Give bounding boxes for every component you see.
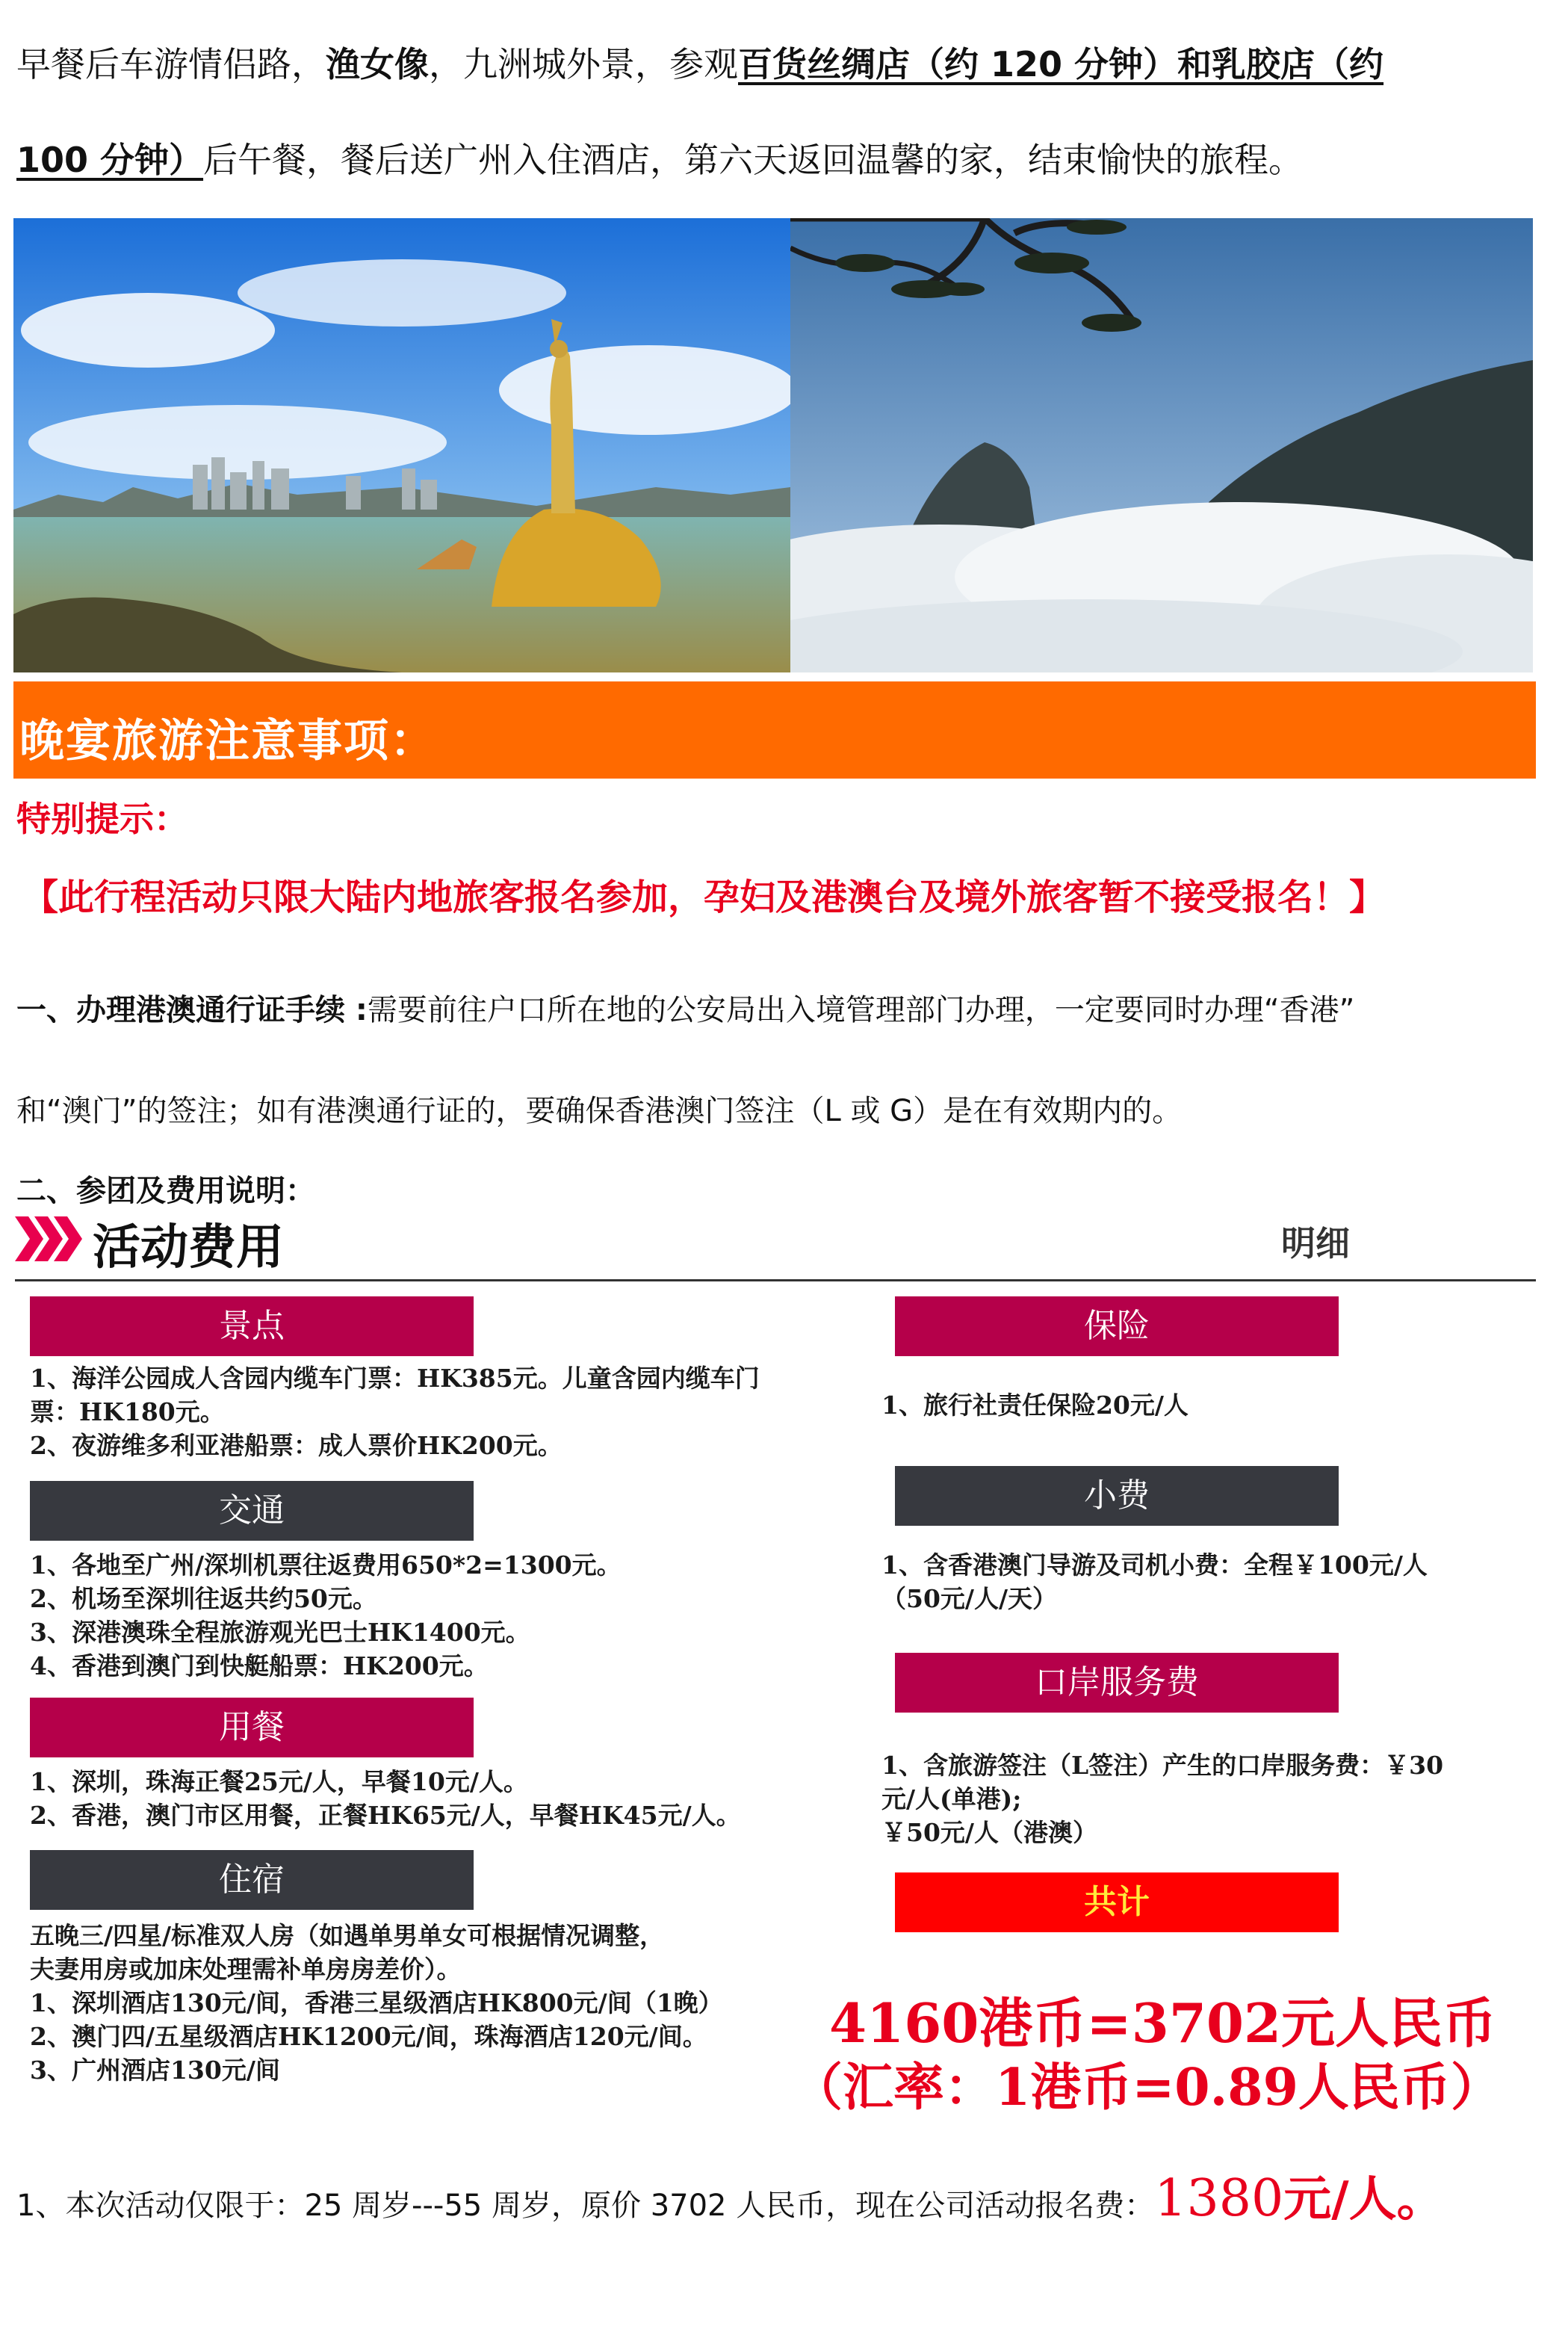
list-item: 2、夜游维多利亚港船票：成人票价HK200元。: [30, 1431, 563, 1460]
footer-text: 1、本次活动仅限于：25 周岁---55 周岁，原价 3702 人民币，现在公司活动报名费：: [16, 2189, 1155, 2223]
section-bar-tips: 小费: [895, 1466, 1339, 1526]
section-bar-insurance: 保险: [895, 1296, 1339, 1356]
footer-unit: 元/人。: [1283, 2172, 1445, 2227]
list-item: 1、海洋公园成人含园内缆车门票：HK385元。儿童含园内缆车门: [30, 1364, 760, 1393]
tips-list: [881, 1548, 1428, 1615]
list-item: 4、香港到澳门到快艇船票：HK200元。: [30, 1651, 489, 1680]
total-amount: 4160港币=3702元人民币: [829, 1991, 1497, 2055]
list-item: 1、含旅游签注（L签注）产生的口岸服务费：￥30: [881, 1751, 1444, 1780]
list-item: 1、深圳酒店130元/间，香港三星级酒店HK800元/间（1晚）: [30, 1988, 723, 2017]
intro-paragraph: [16, 16, 1555, 208]
attractions-list: [30, 1361, 760, 1462]
list-item: ￥50元/人（港澳）: [881, 1818, 1097, 1847]
list-item: （50元/人/天）: [881, 1584, 1058, 1613]
footer-price: 1380: [1154, 2169, 1284, 2228]
list-item: 1、旅行社责任保险20元/人: [881, 1391, 1189, 1420]
list-item: 五晚三/四星/标准双人房（如遇单男单女可根据情况调整，: [30, 1921, 665, 1950]
cloud-sea-photo: [790, 218, 1533, 672]
list-item: 1、各地至广州/深圳机票往返费用650*2=1300元。: [30, 1550, 622, 1580]
insurance-list: [881, 1388, 1189, 1422]
fees-detail-label: 明细: [1281, 1223, 1350, 1264]
section-bar-transport: 交通: [30, 1481, 474, 1541]
intro-text-3: 后午餐，餐后送广州入住酒店，第六天返回温馨的家，结束愉快的旅程。: [203, 140, 1304, 180]
section1-label: 一、办理港澳通行证手续 :: [16, 993, 368, 1027]
list-item: 2、香港，澳门市区用餐，正餐HK65元/人，早餐HK45元/人。: [30, 1801, 741, 1830]
section-bar-meals: 用餐: [30, 1698, 474, 1757]
cloud-sea-image: [790, 218, 1533, 672]
section2-label: 二、参团及费用说明：: [16, 1174, 315, 1208]
special-notice-warning: 【此行程活动只限大陆内地旅客报名参加，孕妇及港澳台及境外旅客暂不接受报名！】: [22, 876, 1386, 918]
list-item: 2、澳门四/五星级酒店HK1200元/间，珠海酒店120元/间。: [30, 2022, 707, 2051]
intro-text-2: ，九洲城外景，参观: [429, 44, 738, 84]
intro-bold-fisher-girl: 渔女像: [326, 44, 429, 84]
port-fee-list: [881, 1748, 1443, 1849]
list-item: 2、机场至深圳往返共约50元。: [30, 1584, 377, 1613]
list-item: 票：HK180元。: [30, 1397, 225, 1426]
list-item: 1、深圳，珠海正餐25元/人，早餐10元/人。: [30, 1767, 528, 1796]
special-notice-heading: 特别提示：: [16, 799, 188, 839]
transport-list: [30, 1548, 622, 1683]
lodging-list: [30, 1919, 723, 2087]
intro-text-1: 早餐后车游情侣路，: [16, 44, 326, 84]
chevron-arrows-icon: [15, 1216, 82, 1264]
footer-line: [16, 2161, 1445, 2230]
fisher-girl-photo: [13, 218, 790, 672]
fees-divider: [15, 1279, 1536, 1281]
intro-underline-2: 100 分钟）: [16, 140, 204, 180]
intro-underline-1: 百货丝绸店（约 120 分钟）和乳胶店（约: [738, 44, 1384, 84]
section1-line1: [16, 986, 1354, 1029]
list-item: 3、深港澳珠全程旅游观光巴士HK1400元。: [30, 1618, 530, 1647]
notice-banner-title: 晚宴旅游注意事项：: [19, 715, 436, 767]
notice-banner: [13, 681, 1536, 779]
fisher-girl-image: [13, 218, 790, 672]
list-item: 夫妻用房或加床处理需补单房房差价）。: [30, 1955, 462, 1984]
meals-list: [30, 1765, 741, 1832]
fees-title: 活动费用: [93, 1220, 284, 1275]
section-bar-attractions: 景点: [30, 1296, 474, 1356]
section-bar-lodging: 住宿: [30, 1850, 474, 1910]
list-item: 1、含香港澳门导游及司机小费：全程￥100元/人: [881, 1550, 1428, 1580]
section-bar-total: 共计: [895, 1872, 1339, 1932]
list-item: 元/人(单港);: [881, 1784, 1022, 1813]
section-bar-port-fee: 口岸服务费: [895, 1653, 1339, 1713]
section1-text-1: 需要前往户口所在地的公安局出入境管理部门办理，一定要同时办理“香港”: [367, 993, 1355, 1027]
exchange-rate: （汇率：1港币=0.89人民币）: [792, 2058, 1502, 2118]
section1-line2: 和“澳门”的签注；如有港澳通行证的，要确保香港澳门签注（L 或 G）是在有效期内的。: [16, 1094, 1183, 1128]
list-item: 3、广州酒店130元/间: [30, 2056, 280, 2085]
